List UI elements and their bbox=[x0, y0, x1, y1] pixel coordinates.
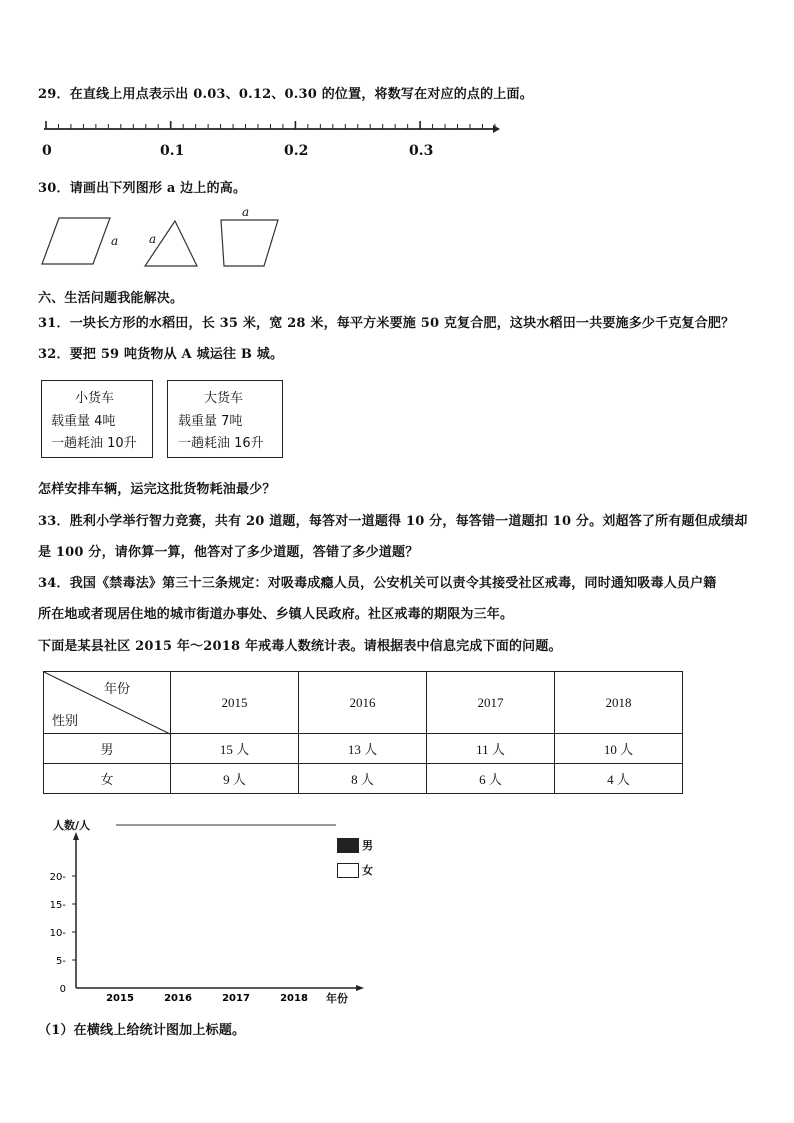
trapezoid-shape bbox=[221, 220, 278, 266]
legend-label-female: 女 bbox=[362, 864, 373, 877]
y-tick-label: 20- bbox=[49, 872, 66, 883]
q34-sub-question-1: （1）在横线上给统计图加上标题。 bbox=[38, 1023, 246, 1038]
table-cell: 13 人 bbox=[299, 734, 427, 764]
q33-line-1: 33．胜利小学举行智力竞赛，共有 20 道题，每答对一道题得 10 分，每答错一道题扣 10 分。刘超答了所有题但成绩却 bbox=[38, 514, 748, 529]
q30-text: 30．请画出下列图形 a 边上的高。 bbox=[38, 181, 247, 196]
statistics-table bbox=[43, 671, 683, 794]
table-cell: 11 人 bbox=[427, 734, 555, 764]
table-row bbox=[44, 764, 683, 794]
small-truck-load: 载重量 4吨 bbox=[51, 414, 116, 429]
legend-label-male: 男 bbox=[362, 839, 373, 852]
big-truck-fuel: 一趟耗油 16升 bbox=[178, 436, 264, 451]
table-corner-cell bbox=[44, 672, 171, 734]
big-truck-title: 大货车 bbox=[204, 391, 244, 406]
corner-header-year: 年份 bbox=[104, 681, 131, 696]
gender-cell: 女 bbox=[44, 764, 171, 794]
parallelogram-shape bbox=[42, 218, 110, 264]
chart-xlabel: 年份 bbox=[326, 992, 348, 1005]
legend-swatch-male bbox=[337, 838, 359, 853]
q29-text: 29．在直线上用点表示出 0.03、0.12、0.30 的位置，将数写在对应的点的上面。 bbox=[38, 87, 533, 102]
y-tick-label: 5- bbox=[56, 956, 66, 967]
corner-header-gender: 性别 bbox=[52, 713, 79, 728]
chart-ylabel: 人数/人 bbox=[53, 819, 91, 832]
small-truck-fuel: 一趟耗油 10升 bbox=[51, 436, 137, 451]
table-cell: 4 人 bbox=[555, 764, 683, 794]
number-line-label-0.2: 0.2 bbox=[284, 143, 309, 159]
number-line-label-0.3: 0.3 bbox=[409, 143, 434, 159]
y-tick-label: 15- bbox=[49, 900, 66, 911]
year-header-2018: 2018 bbox=[555, 672, 683, 734]
y-tick-label: 0 bbox=[59, 984, 66, 995]
q32-text: 32．要把 59 吨货物从 A 城运往 B 城。 bbox=[38, 347, 284, 362]
q30-shapes bbox=[38, 205, 338, 275]
y-tick-label: 10- bbox=[49, 928, 66, 939]
big-truck-box bbox=[167, 380, 283, 458]
number-line-arrow-icon bbox=[493, 125, 500, 133]
q34-line-2: 所在地或者现居住地的城市街道办事处、乡镇人民政府。社区戒毒的期限为三年。 bbox=[38, 607, 514, 622]
table-cell: 9 人 bbox=[171, 764, 299, 794]
parallelogram-label-a: a bbox=[111, 234, 119, 248]
number-line-label-0.1: 0.1 bbox=[160, 143, 185, 159]
q33-line-2: 是 100 分，请你算一算，他答对了多少道题，答错了多少道题？ bbox=[38, 545, 419, 560]
number-line-label-0: 0 bbox=[42, 143, 52, 159]
gender-cell: 男 bbox=[44, 734, 171, 764]
year-header-2017: 2017 bbox=[427, 672, 555, 734]
q34-line-3: 下面是某县社区 2015 年～2018 年戒毒人数统计表。请根据表中信息完成下面的问题。 bbox=[38, 639, 562, 654]
q31-text: 31．一块长方形的水稻田，长 35 米，宽 28 米，每平方米要施 50 克复合肥，这块水稻田一共要施多少千克复合肥？ bbox=[38, 316, 735, 331]
year-header-2016: 2016 bbox=[299, 672, 427, 734]
q34-line-1: 34．我国《禁毒法》第三十三条规定：对吸毒成瘾人员，公安机关可以责令其接受社区戒毒，同时通知吸毒人员户籍 bbox=[38, 576, 717, 591]
q32-question: 怎样安排车辆，运完这批货物耗油最少？ bbox=[38, 482, 276, 497]
x-tick-label: 2015 bbox=[106, 993, 134, 1004]
table-row bbox=[44, 734, 683, 764]
y-axis-arrow-icon bbox=[73, 832, 79, 840]
trapezoid-label-a: a bbox=[242, 205, 250, 219]
big-truck-load: 载重量 7吨 bbox=[178, 414, 243, 429]
x-tick-label: 2016 bbox=[164, 993, 192, 1004]
small-truck-title: 小货车 bbox=[75, 391, 115, 406]
x-axis-arrow-icon bbox=[356, 985, 364, 991]
number-line bbox=[0, 115, 794, 185]
bar-chart bbox=[40, 812, 380, 1012]
table-cell: 6 人 bbox=[427, 764, 555, 794]
table-cell: 10 人 bbox=[555, 734, 683, 764]
legend-swatch-female bbox=[337, 863, 359, 878]
triangle-label-a: a bbox=[149, 232, 157, 246]
small-truck-box bbox=[41, 380, 153, 458]
section-6-heading: 六、生活问题我能解决。 bbox=[38, 291, 184, 306]
year-header-2015: 2015 bbox=[171, 672, 299, 734]
table-cell: 15 人 bbox=[171, 734, 299, 764]
table-cell: 8 人 bbox=[299, 764, 427, 794]
x-tick-label: 2018 bbox=[280, 993, 308, 1004]
x-tick-label: 2017 bbox=[222, 993, 250, 1004]
